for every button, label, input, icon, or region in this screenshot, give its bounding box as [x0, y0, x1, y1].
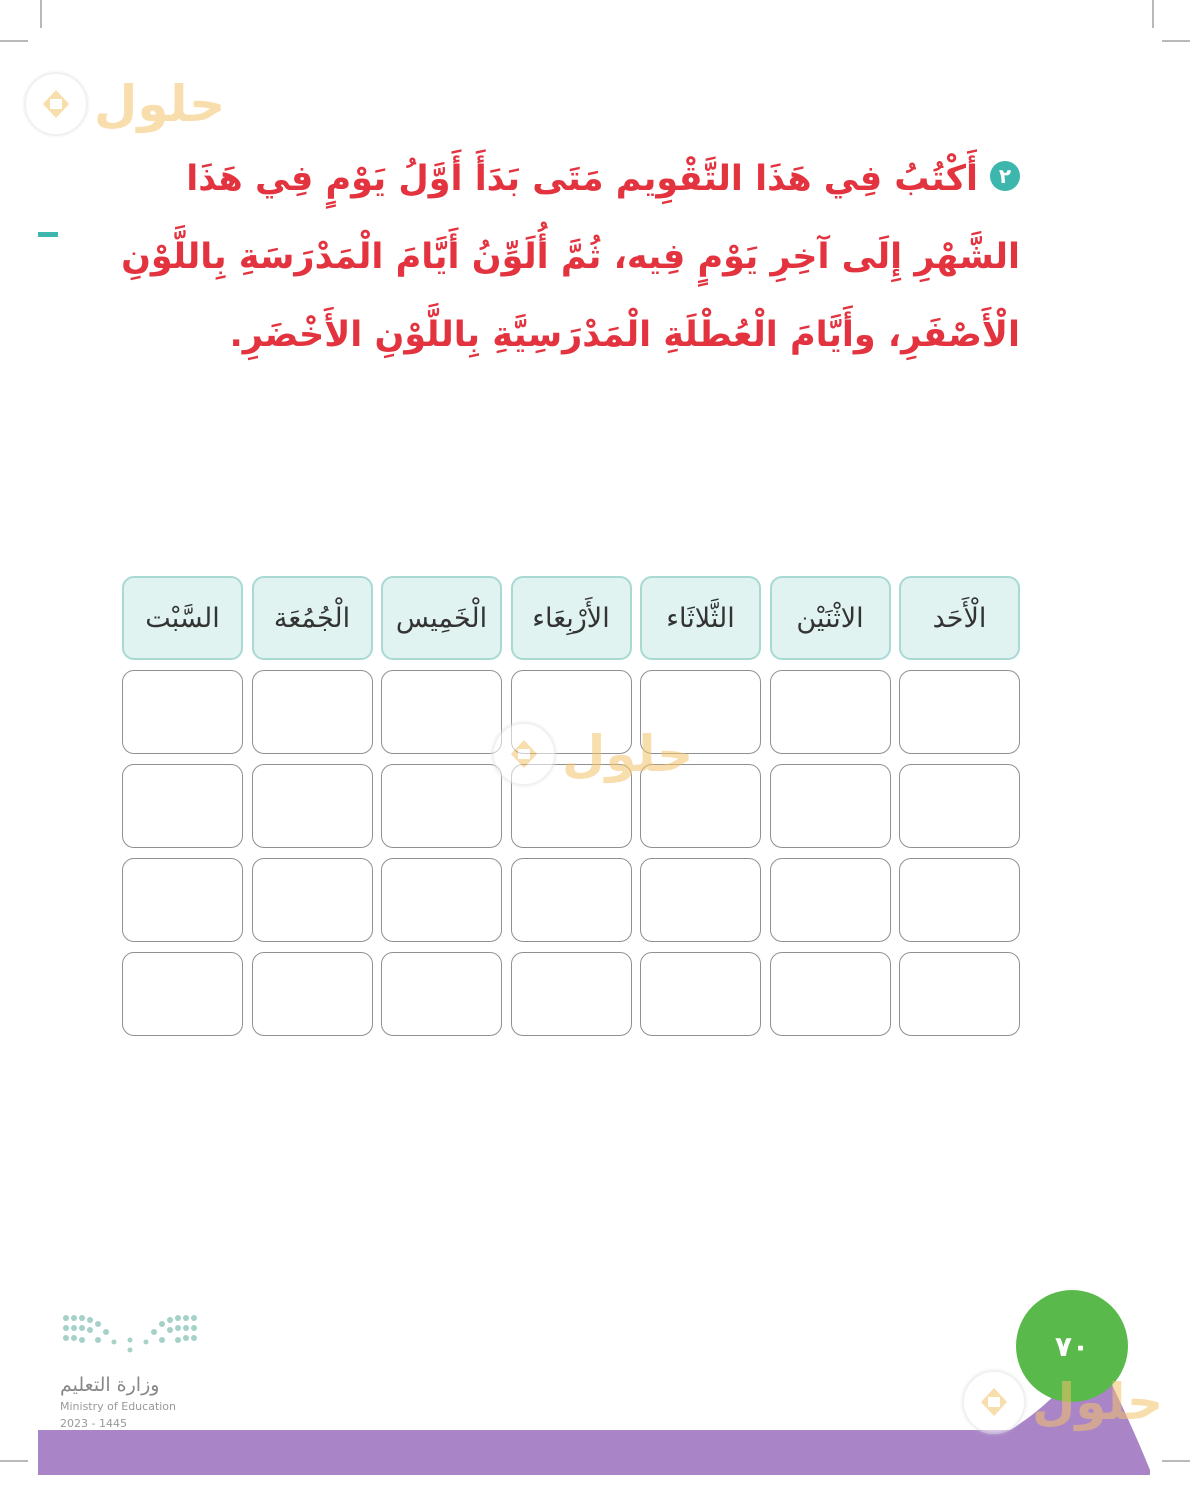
ministry-name-en: Ministry of Education [60, 1400, 177, 1413]
calendar-cell[interactable] [640, 858, 761, 942]
calendar-cell[interactable] [770, 858, 891, 942]
watermark [24, 72, 225, 136]
watermark-logo-icon [492, 722, 556, 786]
calendar-cell[interactable] [252, 670, 373, 754]
calendar-cell[interactable] [770, 952, 891, 1036]
watermark-text: حلول [562, 725, 694, 783]
question-number: ٢ [990, 161, 1020, 191]
ministry-name-ar: وزارة التعليم [60, 1374, 160, 1396]
calendar-cell[interactable] [770, 764, 891, 848]
crop-mark [1162, 40, 1190, 42]
day-header: الأَرْبِعَاء [511, 576, 632, 660]
question-block [110, 140, 1020, 374]
question-text: أَكْتُبُ فِي هَذَا التَّقْوِيم مَتَى بَدَأَ أَوَّلُ يَوْمٍ فِي هَذَا الشَّهْرِ إِلَى آخِرِ يَوْمٍ فِيه، ثُمَّ أُلَوِّنُ أَيَّامَ الْمَدْرَسَةِ بِاللَّوْنِ الْأَصْفَرِ، وأَيَّامَ الْعُطْلَةِ الْمَدْرَسِيَّةِ بِاللَّوْنِ الأَخْضَرِ. [121, 159, 1020, 355]
day-header: الثَّلاثَاء [640, 576, 761, 660]
calendar-cell[interactable] [122, 764, 243, 848]
watermark-text: حلول [1032, 1373, 1164, 1431]
calendar-cell[interactable] [899, 670, 1020, 754]
margin-dash [38, 232, 58, 237]
calendar-cell[interactable] [122, 858, 243, 942]
calendar-cell[interactable] [381, 670, 502, 754]
calendar-cell[interactable] [381, 764, 502, 848]
calendar-cell[interactable] [899, 858, 1020, 942]
calendar-cell[interactable] [252, 764, 373, 848]
watermark-logo-icon [24, 72, 88, 136]
page-number: ٧٠ [1054, 1329, 1090, 1363]
day-header: الاثْنَيْن [770, 576, 891, 660]
calendar-cell[interactable] [381, 952, 502, 1036]
watermark-text: حلول [94, 75, 226, 133]
calendar-cell[interactable] [770, 670, 891, 754]
calendar-cell[interactable] [511, 952, 632, 1036]
crop-mark [40, 0, 42, 28]
day-header: الْأَحَد [899, 576, 1020, 660]
ministry-year: 2023 - 1445 [60, 1417, 127, 1430]
crop-mark [0, 40, 28, 42]
day-header: الْجُمُعَة [252, 576, 373, 660]
calendar-cell[interactable] [122, 670, 243, 754]
watermark [962, 1370, 1163, 1434]
calendar-cell[interactable] [640, 952, 761, 1036]
day-header: السَّبْت [122, 576, 243, 660]
watermark [492, 722, 693, 786]
ministry-dots-icon [60, 1310, 200, 1362]
calendar-cell[interactable] [511, 858, 632, 942]
crop-mark [1152, 0, 1154, 28]
calendar-cell[interactable] [252, 952, 373, 1036]
ministry-logo [60, 1310, 210, 1430]
calendar-cell[interactable] [252, 858, 373, 942]
watermark-logo-icon [962, 1370, 1026, 1434]
calendar-cell[interactable] [899, 764, 1020, 848]
day-header: الْخَمِيس [381, 576, 502, 660]
calendar-cell[interactable] [122, 952, 243, 1036]
calendar-cell[interactable] [381, 858, 502, 942]
calendar-cell[interactable] [899, 952, 1020, 1036]
calendar-grid [116, 576, 1020, 1036]
